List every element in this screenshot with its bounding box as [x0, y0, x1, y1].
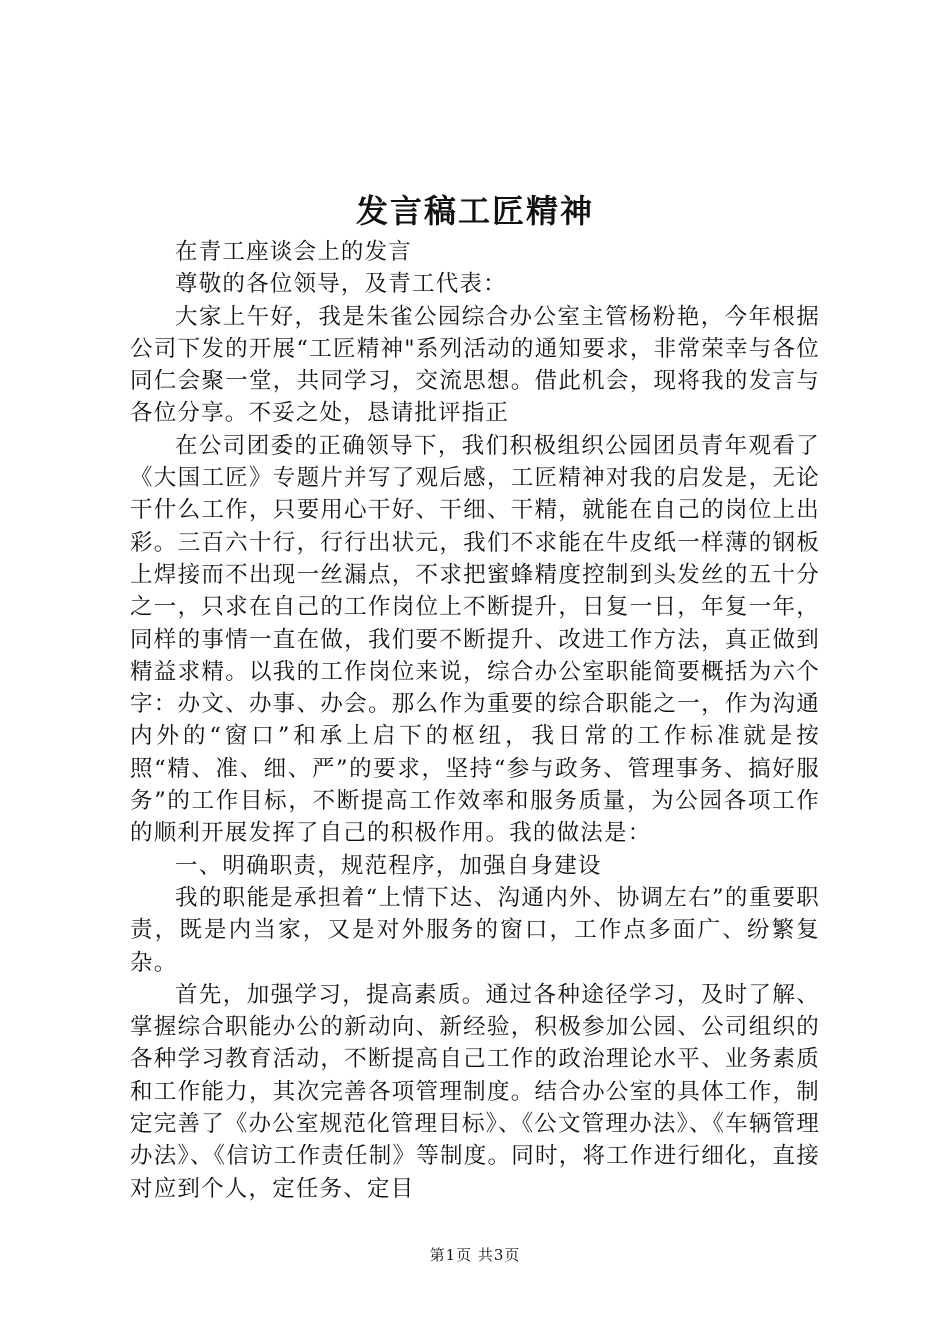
paragraph-subtitle: 在青工座谈会上的发言	[175, 239, 413, 265]
page-footer: 第1页 共3页	[429, 1246, 521, 1264]
section-heading-1: 一、明确职责，规范程序，加强自身建设	[175, 852, 602, 879]
paragraph-salutation: 尊敬的各位领导，及青工代表：	[175, 271, 507, 298]
paragraph-duties: 我的职能是承担着“上情下达、沟通内外、协调左右”的重要职责，既是内当家，又是对外服务的窗口，工作点多面广、纷繁复杂。	[130, 884, 820, 976]
paragraph-main: 在公司团委的正确领导下，我们积极组织公园团员青年观看了《大国工匠》专题片并写了观后感，工匠精神对我的启发是，无论干什么工作，只要用心干好、干细、干精，就能在自己的岗位上出彩。三百六十行，行行出状元，我们不求能在牛皮纸一样薄的钢板上焊接而不出现一丝漏点，不求把蜜蜂精度控制到头发丝的五十分之一，只求在自己的工作岗位上不断提升，日复一日，年复一年，同样的事情一直在做，我们要不断提升、改进工作方法，真正做到精益求精。以我的工作岗位来说，综合办公室职能简要概括为六个字：办文、办事、办会。那么作为重要的综合职能之一，作为沟通内外的“窗口”和承上启下的枢纽，我日常的工作标准就是按照“精、准、细、严”的要求，坚持“参与政务、管理事务、搞好服务”的工作目标，不断提高工作效率和服务质量，为公园各项工作的顺利开展发挥了自己的积极作用。我的做法是：	[130, 432, 820, 847]
paragraph-first: 首先，加强学习，提高素质。通过各种途径学习，及时了解、掌握综合职能办公的新动向、新经验，积极参加公园、公司组织的各种学习教育活动，不断提高自己工作的政治理论水平、业务素质和工作能力，其次完善各项管理制度。结合办公室的具体工作，制定完善了《办公室规范化管理目标》、《公文管理办法》、《车辆管理办法》、《信访工作责任制》等制度。同时，将工作进行细化，直接对应到个人，定任务、定目	[130, 981, 820, 1202]
document-body	[130, 236, 820, 1205]
document-title: 发言稿工匠精神	[355, 192, 594, 230]
paragraph-greeting: 大家上午好，我是朱雀公园综合办公室主管杨粉艳，今年根据公司下发的开展“工匠精神"系列活动的通知要求，非常荣幸与各位同仁会聚一堂，共同学习，交流思想。借此机会，现将我的发言与各位分享。不妥之处，恳请批评指正	[130, 303, 820, 427]
